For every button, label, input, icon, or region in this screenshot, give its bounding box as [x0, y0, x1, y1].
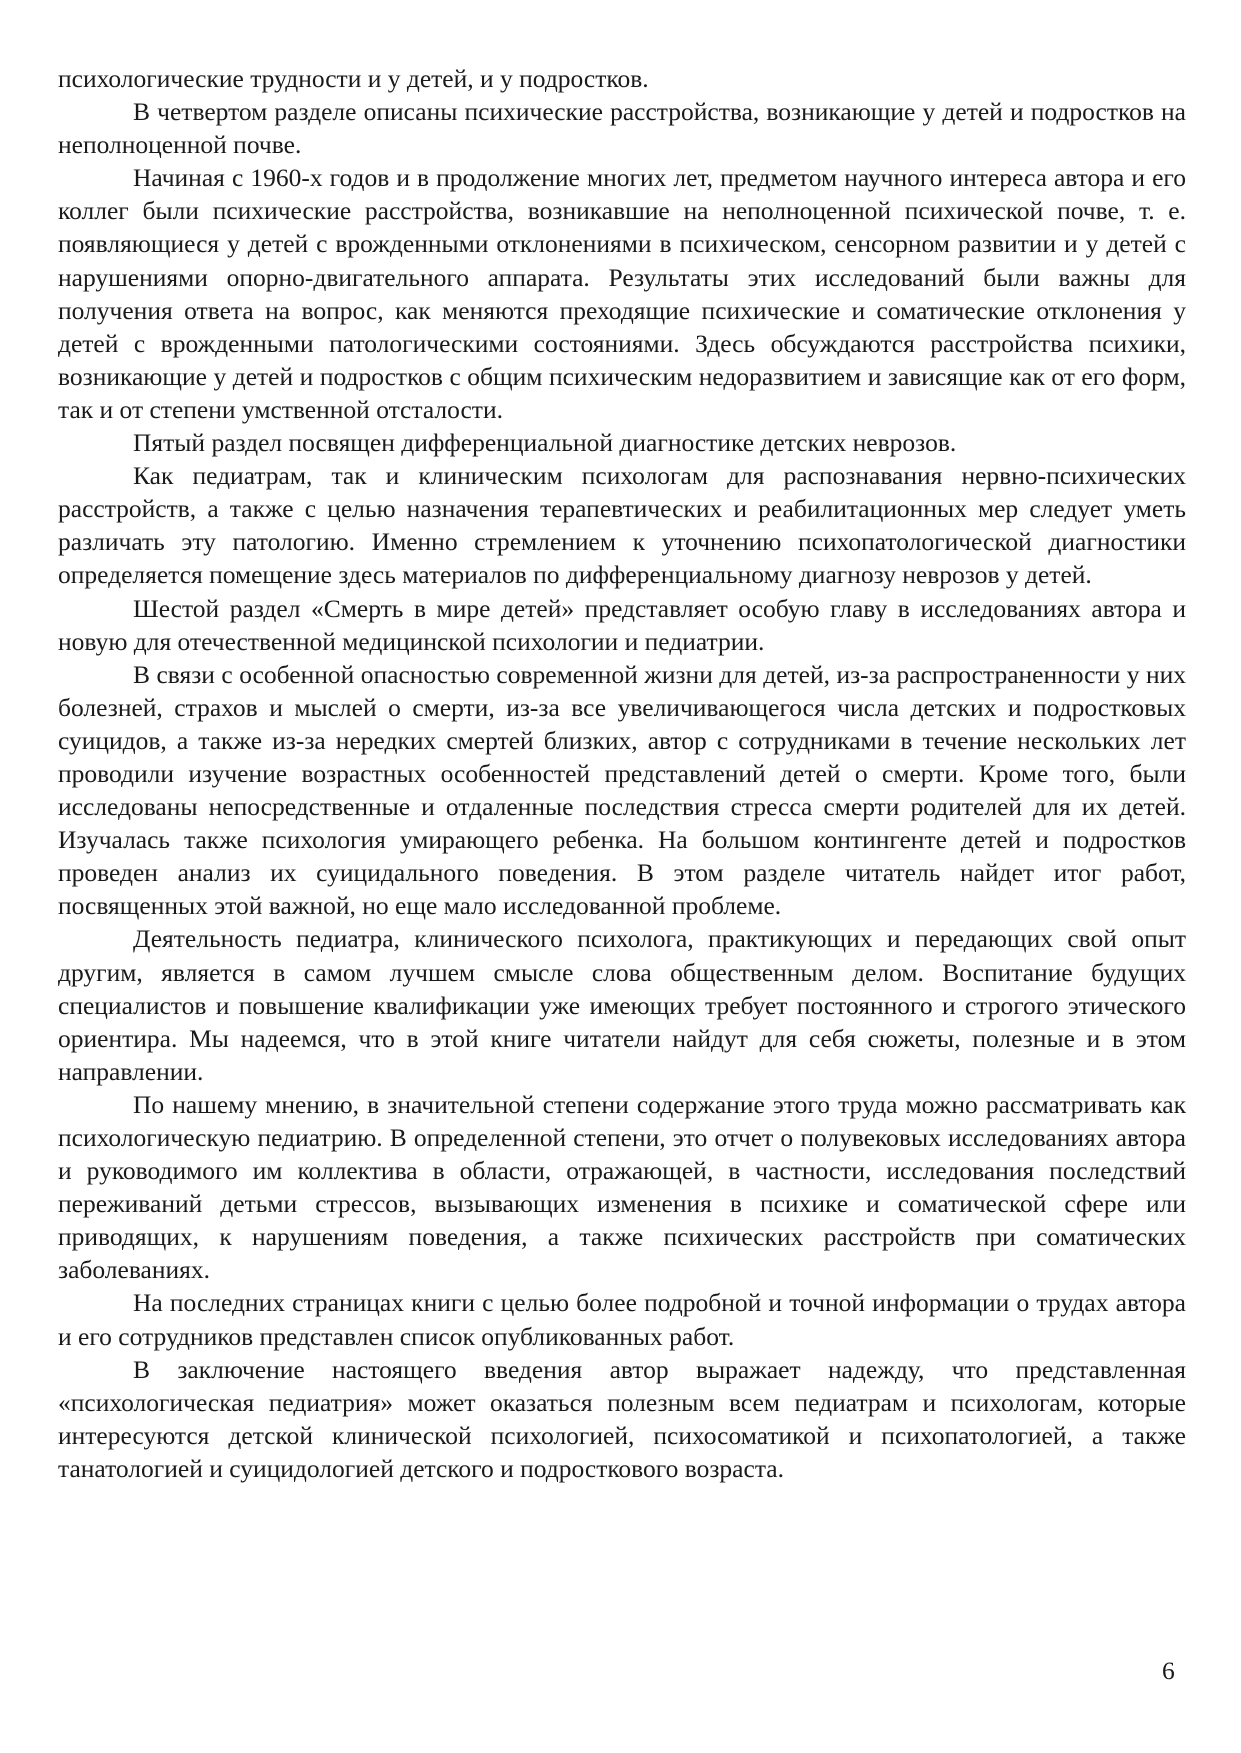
paragraph-section-four: В четвертом разделе описаны психические расстройства, возникающие у детей и подростков на неполноценной почве. [58, 97, 1186, 160]
paragraph-section-six: Шестой раздел «Смерть в мире детей» представляет особую главу в исследованиях автора и новую для отечественной медицинской психологии и педиатрии. [58, 593, 1186, 656]
paragraph-section-five: Пятый раздел посвящен дифференциальной диагностике детских неврозов. [133, 428, 957, 458]
paragraph-research-history: Начиная с 1960-х годов и в продолжение многих лет, предметом научного интереса автора и его коллег были психические расстройства, возникавшие на неполноценной психической почве, т. е. появляющиеся у детей с врожденными отклонениями в психическом, сенсорном развитии и у детей с нарушениями опорно-двигательного аппарата. Результаты этих исследований были важны для получения ответа на вопрос, как меняются преходящие психические и соматические отклонения у детей с врожденными патологическими состояниями. Здесь обсуждаются расстройства психики, возникающие у детей и подростков с общим психическим недоразвитием и зависящие как от его форм, так и от степени умственной отсталости. [58, 163, 1186, 424]
paragraph-professional-activity: Деятельность педиатра, клинического психолога, практикующих и передающих свой опыт другим, является в самом лучшем смысле слова общественным делом. Воспитание будущих специалистов и повышение квалификации уже имеющих требует постоянного и строгого этического ориентира. Мы надеемся, что в этой книге читатели найдут для себя сюжеты, полезные и в этом направлении. [58, 924, 1186, 1086]
page-number: 6 [1162, 1656, 1175, 1685]
paragraph-psychological-pediatrics: По нашему мнению, в значительной степени содержание этого труда можно рассматривать как психологическую педиатрию. В определенной степени, это отчет о полувековых исследованиях автора и руководимого им коллектива в области, отражающей, в частности, исследования последствий переживаний детьми стрессов, вызывающих изменения в психике и соматической сфере или приводящих, к нарушениям поведения, а также психических расстройств при соматических заболеваниях. [58, 1089, 1186, 1285]
paragraph-continuation: психологические трудности и у детей, и у подростков. [58, 64, 649, 93]
paragraph-death-studies: В связи с особенной опасностью современной жизни для детей, из-за распространенности у них болезней, страхов и мыслей о смерти, из-за все увеличивающегося числа детских и подростковых суицидов, а также из-за нередких смертей близких, автор с сотрудниками в течение нескольких лет проводили изучение возрастных особенностей представлений детей о смерти. Кроме того, были исследованы непосредственные и отдаленные последствия стресса смерти родителей для их детей. Изучалась также психология умирающего ребенка. На большом контингенте детей и подростков проведен анализ их суицидального поведения. В этом разделе читатель найдет итог работ, посвященных этой важной, но еще мало исследованной проблеме. [58, 659, 1186, 921]
page-body [58, 62, 1186, 1485]
paragraph-publications-list: На последних страницах книги с целью более подробной и точной информации о трудах автора и его сотрудников представлен список опубликованных работ. [58, 1288, 1186, 1351]
paragraph-conclusion: В заключение настоящего введения автор выражает надежду, что представленная «психологическая педиатрия» может оказаться полезным всем педиатрам и психологам, которые интересуются детской клинической психологией, психосоматикой и психопатологией, а также танатологией и суицидологией детского и подросткового возраста. [58, 1354, 1186, 1483]
paragraph-differential-diagnosis: Как педиатрам, так и клиническим психологам для распознавания нервно-психических расстройств, а также с целью назначения терапевтических и реабилитационных мер следует уметь различать эту патологию. Именно стремлением к уточнению психопатологической диагностики определяется помещение здесь материалов по дифференциальному диагнозу неврозов у детей. [58, 461, 1186, 590]
